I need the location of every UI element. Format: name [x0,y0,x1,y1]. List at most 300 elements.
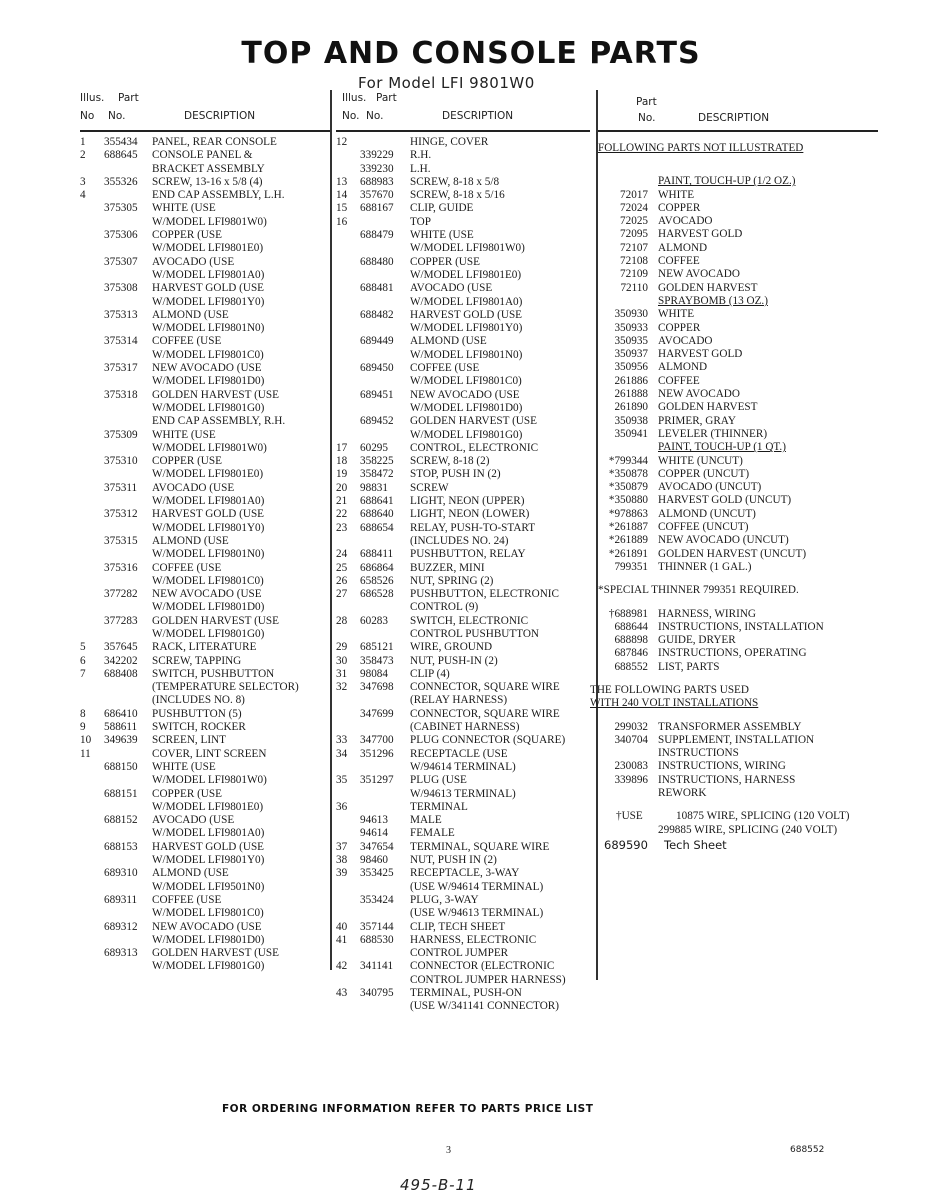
part-description: NUT, SPRING (2) [410,574,494,587]
part-number [360,242,410,255]
part-description: GOLDEN HARVEST (USE [152,614,279,627]
illus-no [80,628,104,641]
part-number: 689311 [104,893,138,906]
illus-no: 8 [80,707,86,720]
part-description: TRANSFORMER ASSEMBLY [658,720,802,733]
part-description: CONTROL (9) [410,601,479,614]
parts-row [80,429,330,442]
illus-no [80,894,104,907]
parts-row [336,668,590,681]
illus-no: 29 [336,641,348,654]
illus-no [80,854,104,867]
illus-no: 14 [336,189,348,202]
parts-row [598,242,878,255]
parts-row [598,747,878,760]
part-number: 688152 [104,814,138,827]
part-description: HARVEST GOLD [658,228,743,241]
parts-row [80,615,330,628]
part-number [104,601,152,614]
part-number: 375311 [104,481,138,494]
part-description: W/MODEL LFI9801C0) [152,907,264,920]
part-number [360,881,410,894]
parts-row [598,534,878,547]
parts-row [336,628,590,641]
parts-row [598,189,878,202]
part-number: 72108 [620,255,648,268]
parts-row [336,522,590,535]
parts-row [80,801,330,814]
part-number: 94614 [360,827,388,840]
part-number: 351296 [360,747,394,760]
parts-row [336,934,590,947]
parts-row [80,256,330,269]
part-description: CONNECTOR, SQUARE WIRE [410,681,560,694]
parts-row [80,229,330,242]
part-description: NEW AVOCADO (USE [152,362,262,375]
part-number: 688167 [360,202,394,215]
part-number: 72024 [620,201,648,214]
parts-row [598,361,878,374]
parts-row [598,202,878,215]
part-description: AVOCADO (USE [410,282,493,295]
illus-no [80,468,104,481]
header-part: Part [376,92,397,104]
part-number: 688645 [104,149,138,162]
part-description: INSTRUCTIONS, HARNESS [658,773,796,786]
part-number: 350935 [614,334,648,347]
parts-row [80,814,330,827]
part-number [360,296,410,309]
parts-row [80,482,330,495]
illus-no: 28 [336,614,348,627]
parts-row [336,482,590,495]
part-description: RECEPTACLE, 3-WAY [410,867,520,880]
part-description: (RELAY HARNESS) [410,694,508,707]
parts-row [80,628,330,641]
parts-row [598,468,878,481]
part-number: 375307 [104,255,138,268]
part-number: †688981 [608,607,648,620]
part-number: 349639 [104,734,138,747]
part-number [104,468,152,481]
parts-row [80,349,330,362]
part-number: 72109 [620,268,648,281]
parts-row [80,468,330,481]
illus-no [336,402,360,415]
illus-no [80,921,104,934]
part-description: PLUG, 3-WAY [410,893,479,906]
part-description: PANEL, REAR CONSOLE [152,136,277,148]
part-description: TERMINAL, PUSH-ON [410,987,522,999]
parts-row [336,774,590,787]
part-number: 350933 [614,321,648,334]
illus-no [336,628,360,641]
part-description: ALMOND (UNCUT) [658,507,756,520]
illus-no [336,429,360,442]
part-number [104,322,152,335]
illus-no [336,601,360,614]
header-illus: Illus. [342,92,367,104]
part-description: COFFEE [658,374,700,387]
illus-no [80,548,104,561]
part-number: 375306 [104,229,138,242]
illus-no: 10 [80,734,92,747]
illus-no [80,934,104,947]
part-number: 299032 [614,720,648,733]
part-number: 347698 [360,681,394,694]
part-description: SCREEN, LINT [152,734,226,747]
part-description: COFFEE (USE [152,335,222,348]
part-number: 339896 [614,773,648,786]
part-description: W/MODEL LFI9801W0) [152,441,267,454]
part-number: *350880 [608,494,648,507]
spraybomb-list [598,308,878,441]
illus-no: 15 [336,202,348,215]
part-number: 72095 [620,228,648,241]
illus-no: 1 [80,136,86,148]
illus-no [80,588,104,601]
illus-no [80,242,104,255]
illus-no [80,867,104,880]
part-description: CLIP (4) [410,667,450,680]
parts-row [80,734,330,747]
part-description: W/MODEL LFI9801G0) [152,960,265,973]
part-description: W/MODEL LFI9801D0) [410,401,523,414]
part-number [104,375,152,388]
part-number [104,296,152,309]
part-description: (USE W/341141 CONNECTOR) [410,1000,559,1013]
illus-no [336,907,360,920]
part-number [360,694,410,707]
part-number: 375309 [104,428,138,441]
illus-no: 25 [336,561,348,574]
part-number: 94613 [360,814,388,827]
illus-no [80,601,104,614]
part-number: 377283 [104,614,138,627]
parts-row [336,641,590,654]
part-number: 688481 [360,282,394,295]
parts-row [80,881,330,894]
part-description: HARVEST GOLD (USE [410,308,523,321]
parts-row [336,402,590,415]
parts-row [336,588,590,601]
part-number: 375314 [104,335,138,348]
part-description: GOLDEN HARVEST [658,281,758,294]
part-description: COPPER (USE [152,229,222,242]
part-description: ALMOND (USE [152,308,229,321]
illus-no: 40 [336,920,348,933]
illus-no: 30 [336,654,348,667]
part-number [360,947,410,960]
part-description: TERMINAL, SQUARE WIRE [410,840,550,853]
part-description: END CAP ASSEMBLY, L.H. [152,189,285,202]
part-description: W/MODEL LFI9801D0) [152,375,265,388]
illus-no [80,163,104,176]
column-header [80,88,330,132]
part-description: W/MODEL LFI9801W0) [152,774,267,787]
paint-half-oz-list [598,189,878,295]
part-number: 353425 [360,867,394,880]
misc-parts-list [598,608,878,674]
part-number: 350956 [614,361,648,374]
parts-row [336,349,590,362]
illus-no [80,389,104,402]
part-number [360,907,410,920]
part-number: 375318 [104,388,138,401]
header-part-no: No. [366,110,384,122]
parts-row [336,429,590,442]
part-number: 375312 [104,508,138,521]
illus-no [336,375,360,388]
parts-row [80,282,330,295]
part-number: 375310 [104,455,138,468]
part-number: 72110 [620,281,648,294]
part-number: *261889 [608,534,648,547]
illus-no [80,615,104,628]
part-number: 688640 [360,508,394,521]
part-number [104,960,152,973]
illus-no: 4 [80,189,86,202]
illus-no: 34 [336,747,348,760]
parts-row [80,960,330,973]
illus-no [336,708,360,721]
parts-row [80,655,330,668]
part-description: FEMALE [410,827,455,840]
part-description: W/MODEL LFI9801N0) [410,348,523,361]
header-no: No [80,110,95,122]
part-description: RACK, LITERATURE [152,641,257,654]
illus-no [80,508,104,521]
part-number: 261886 [614,374,648,387]
illus-no [336,322,360,335]
parts-row [336,202,590,215]
part-number: 60295 [360,441,388,454]
part-description: CLIP, GUIDE [410,202,474,215]
part-description: LIST, PARTS [658,660,720,673]
part-number [104,774,152,787]
part-number: 689313 [104,947,138,960]
parts-row [336,894,590,907]
part-description: AVOCADO [658,215,713,228]
part-description: COPPER (UNCUT) [658,467,750,480]
part-number [104,349,152,362]
part-description: COFFEE (USE [152,561,222,574]
part-description: SWITCH, ELECTRONIC [410,614,529,627]
part-description: COPPER (USE [152,787,222,800]
part-number [104,415,152,428]
part-number [104,694,152,707]
part-description: W/MODEL LFI9501N0) [152,880,265,893]
part-description: CONSOLE PANEL & [152,149,253,162]
illus-no: 5 [80,641,86,654]
illus-no [80,495,104,508]
illus-no: 13 [336,175,348,188]
illus-no [80,907,104,920]
part-description: WHITE (USE [410,229,474,242]
part-description: SCREW, 8-18 x 5/8 [410,175,500,188]
part-number: 688411 [360,548,394,561]
parts-row [80,774,330,787]
parts-row [80,375,330,388]
illus-no [80,415,104,428]
part-number: 688983 [360,175,394,188]
header-no: No. [342,110,360,122]
illus-no [80,269,104,282]
part-number [598,747,658,760]
part-description: W/MODEL LFI9801E0) [152,800,264,813]
illus-no [336,389,360,402]
illus-no [80,960,104,973]
part-number [104,628,152,641]
parts-row [80,827,330,840]
parts-row [336,322,590,335]
part-number: 377282 [104,588,138,601]
parts-row [598,268,878,281]
parts-row [80,694,330,707]
part-number: 375308 [104,282,138,295]
part-number: 230083 [614,760,648,773]
part-description: W/94614 TERMINAL) [410,760,516,773]
parts-row [598,348,878,361]
illus-no [336,256,360,269]
illus-no: 23 [336,521,348,534]
part-description: SWITCH, PUSHBUTTON [152,667,275,680]
part-number [104,801,152,814]
illus-no: 7 [80,667,86,680]
part-description: R.H. [410,149,432,162]
header-part: Part [636,96,657,108]
part-number: 357144 [360,920,394,933]
parts-row [336,242,590,255]
illus-no [80,229,104,242]
part-description: PLUG (USE [410,774,467,787]
parts-row [80,748,330,761]
illus-no [80,881,104,894]
part-description: STOP, PUSH IN (2) [410,468,501,481]
part-number: 358473 [360,654,394,667]
part-description: MALE [410,814,442,827]
illus-no: 38 [336,854,348,867]
part-number [360,974,410,987]
part-description: CONTROL, ELECTRONIC [410,441,539,454]
part-number [360,721,410,734]
parts-row [80,721,330,734]
part-number [360,535,410,548]
part-number: 375305 [104,202,138,215]
part-number: 350937 [614,348,648,361]
paint-quart-list [598,455,878,575]
part-number: 351297 [360,774,394,787]
part-description: BUZZER, MINI [410,561,485,574]
part-number: 72025 [620,215,648,228]
parts-row [336,601,590,614]
part-number [104,575,152,588]
parts-row [336,176,590,189]
part-description: NEW AVOCADO (USE [152,588,262,601]
parts-row [598,401,878,414]
parts-row [80,415,330,428]
section-heading: FOLLOWING PARTS NOT ILLUSTRATED [598,142,804,154]
thinner-note: *SPECIAL THINNER 799351 REQUIRED. [598,584,799,597]
illus-no [80,801,104,814]
part-number: 688552 [614,660,648,673]
part-description: THINNER (1 GAL.) [658,560,752,573]
parts-row [336,216,590,229]
part-number: 688898 [614,634,648,647]
parts-row [336,508,590,521]
part-number [104,854,152,867]
part-description: TERMINAL [410,800,468,813]
part-number: 689310 [104,867,138,880]
part-number [360,269,410,282]
part-description: W/MODEL LFI9801E0) [152,468,264,481]
part-number: 375317 [104,362,138,375]
part-description: GOLDEN HARVEST (USE [410,415,537,428]
subsection-heading: PAINT, TOUCH-UP (1 QT.) [658,441,786,454]
illus-no [336,761,360,774]
part-number [360,322,410,335]
parts-row [80,668,330,681]
illus-no: 33 [336,734,348,747]
part-number: 261890 [614,401,648,414]
illus-no [80,482,104,495]
parts-row [598,335,878,348]
illus-no: 19 [336,468,348,481]
illus-no [336,362,360,375]
part-description: W/MODEL LFI9801A0) [152,827,265,840]
part-description: BRACKET ASSEMBLY [152,162,265,175]
part-description: CONTROL JUMPER [410,947,509,960]
part-number [360,216,410,229]
part-description: L.H. [410,162,431,175]
parts-row [336,681,590,694]
parts-row [598,455,878,468]
part-number [360,136,410,149]
parts-row [336,974,590,987]
volt-heading: THE FOLLOWING PARTS USED [590,683,749,696]
part-description: WHITE (USE [152,760,216,773]
parts-row [336,655,590,668]
part-number: 688151 [104,787,138,800]
illus-no: 41 [336,933,348,946]
part-number: *261887 [608,521,648,534]
parts-row [80,947,330,960]
parts-row [80,867,330,880]
parts-row [336,282,590,295]
illus-no: 12 [336,136,348,148]
illus-no: 18 [336,455,348,468]
part-description: W/MODEL LFI9801D0) [152,933,265,946]
header-part-no: No. [638,112,656,124]
part-number: 686528 [360,588,394,601]
parts-row [80,907,330,920]
ordering-note: FOR ORDERING INFORMATION REFER TO PARTS PRICE LIST [222,1103,594,1115]
part-number: 375316 [104,561,138,574]
parts-row [598,548,878,561]
part-number: *261891 [608,547,648,560]
illus-no: 24 [336,548,348,561]
part-number: 353424 [360,893,394,906]
part-number: 688480 [360,255,394,268]
illus-no: 27 [336,588,348,601]
part-description: W/MODEL LFI9801Y0) [152,295,265,308]
part-description: W/MODEL LFI9801E0) [410,268,522,281]
parts-row [598,608,878,621]
parts-row [336,1000,590,1013]
parts-row [80,588,330,601]
illus-no [336,415,360,428]
illus-no: 2 [80,149,86,162]
